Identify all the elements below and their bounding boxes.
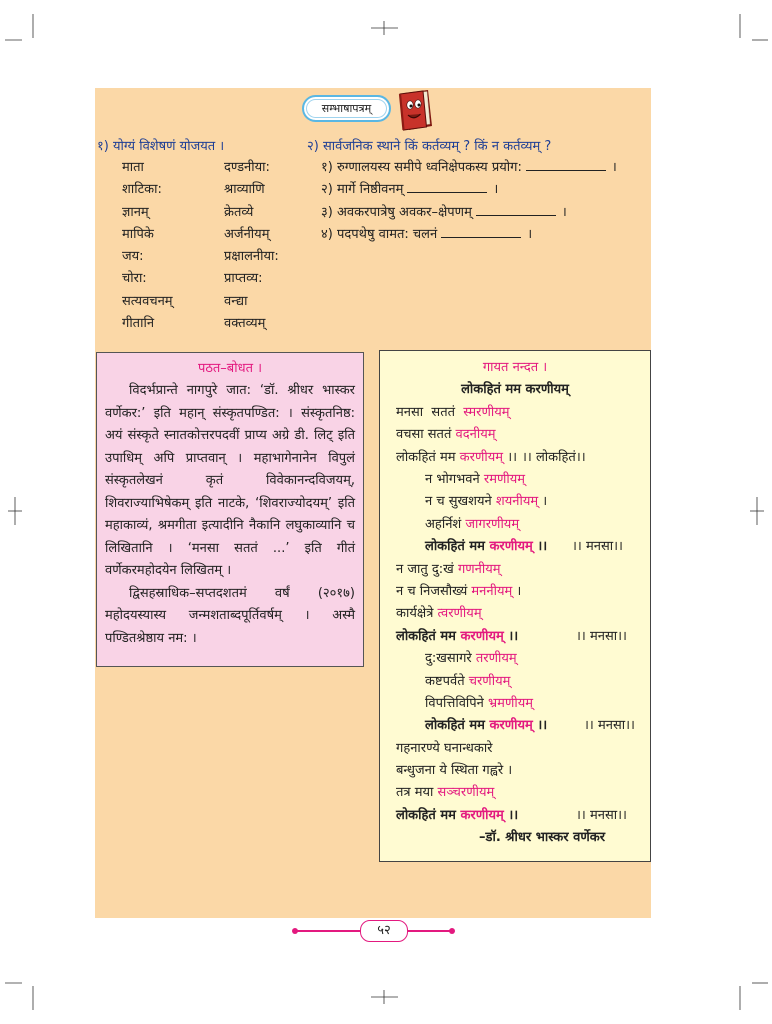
- crop-mark-bottom-center: [371, 990, 398, 1004]
- song-line-main: [396, 603, 482, 625]
- adjective: अर्जनीयम्: [224, 226, 270, 242]
- song-line-text: न च निजसौख्यं: [396, 583, 472, 599]
- exercise2-item: [321, 157, 651, 179]
- item-end: ।: [527, 226, 533, 242]
- song-line-text: लोकहितं मम: [396, 628, 461, 644]
- item-end: ।: [493, 182, 499, 198]
- song-line-text: वचसा सततं: [396, 427, 456, 443]
- song-line-end: ।।: [532, 539, 548, 555]
- song-line: [380, 514, 650, 536]
- song-line-end: ।।: [503, 807, 519, 823]
- page-number: ५२: [360, 920, 408, 942]
- item-end: ।: [611, 160, 617, 175]
- adjective: प्रक्षालनीया:: [224, 249, 279, 265]
- adjective: दण्डनीया:: [224, 160, 270, 175]
- song-line-text: विपत्तिविपिने: [425, 695, 489, 711]
- song-line-main: [396, 738, 493, 760]
- song-highlight-word: करणीयम्: [489, 718, 533, 734]
- item-number: ३): [321, 204, 333, 220]
- song-chorus: लोकहितं मम करणीयम्: [461, 382, 569, 398]
- section-label: सम्भाषापत्रम्: [302, 95, 391, 122]
- song-highlight-word: करणीयम्: [460, 628, 504, 644]
- crop-mark-top-right: [740, 14, 768, 40]
- song-refrain: ।। मनसा।।: [576, 628, 627, 644]
- song-line-text: अहर्निशं: [425, 516, 466, 532]
- song-line-main: [396, 424, 496, 446]
- song-line-main: [425, 514, 519, 536]
- match-row: [95, 313, 295, 335]
- song-highlight-word: सञ्चरणीयम्: [437, 785, 495, 801]
- song-box: [379, 350, 651, 862]
- song-line-main: [396, 447, 518, 469]
- song-highlight-word: करणीयम्: [459, 449, 504, 465]
- song-highlight-word: स्मरणीयम्: [463, 404, 510, 420]
- song-line-main: [396, 581, 521, 603]
- song-line-main: [425, 693, 533, 715]
- book-mascot-icon: [397, 88, 435, 132]
- song-line-text: लोकहितं मम: [425, 539, 490, 555]
- song-line-main: [425, 536, 568, 558]
- crop-mark-bottom-right: [740, 983, 768, 1010]
- song-highlight-word: वदनीयम्: [455, 427, 496, 443]
- song-line-main: [396, 626, 572, 648]
- reading-paragraph: विदर्भप्रान्ते नागपुरे जात: ‘डॉ. श्रीधर भास्कर वर्णेकर:’ इति महान् संस्कृतपण्डित: । संस्कृतनिष्ठ: अयं संस्कृते स्नातकोत्तरपदवीं प्राप्य अग्रे डी. लिट् इति उपाधिम् अपि प्राप्तवान् । महाभागेनानेन विपुलं संस्कृतलेखनं कृतं विवेकानन्दविजयम्, शिवराज्याभिषेकम् इति नाटके, ‘शिवराज्योदयम्’ इति महाकाव्यं, श्रमगीता इत्यादीनि नैकानि लघुकाव्यानि च लिखितानि । ‘मनसा सततं ...’ इति गीतं वर्णेकरमहोदयेन लिखितम् ।: [105, 383, 355, 578]
- song-line: [380, 760, 650, 782]
- adjective: प्राप्तव्य:: [224, 271, 263, 287]
- noun: शाटिका:: [122, 182, 162, 198]
- song-highlight-word: तरणीयम्: [475, 651, 517, 667]
- answer-blank: [476, 203, 556, 216]
- match-row: [95, 291, 295, 313]
- song-line-main: [396, 805, 572, 827]
- song-refrain-line: [380, 536, 650, 558]
- song-line: [380, 424, 650, 446]
- song-line: [380, 469, 650, 491]
- song-line: [380, 491, 650, 513]
- song-line-text: लोकहितं मम: [396, 807, 461, 823]
- match-row: [95, 246, 295, 268]
- adjective: वक्तव्यम्: [224, 316, 266, 332]
- song-refrain: ।। मनसा।।: [576, 807, 627, 823]
- page-number-rule-dot-left: [292, 928, 298, 934]
- adjective: क्रेतव्ये: [224, 204, 254, 220]
- match-row: [95, 157, 295, 179]
- song-line-end: ।।: [503, 449, 518, 465]
- song-line-text: लोकहितं मम: [396, 449, 460, 465]
- song-line-text: न भोगभवने: [425, 471, 484, 487]
- item-number: १): [321, 160, 333, 175]
- reading-title: पठत–बोधत ।: [197, 361, 263, 376]
- exercise2-item: [321, 224, 651, 246]
- noun: माता: [122, 160, 144, 175]
- answer-blank: [407, 180, 487, 193]
- noun: जय:: [122, 249, 144, 265]
- song-line-text: तत्र मया: [396, 785, 438, 801]
- item-number: ४): [321, 226, 333, 242]
- item-text: अवकरपात्रेषु अवकर–क्षेपणम्: [336, 204, 472, 220]
- song-line-text: कष्टपर्वते: [425, 673, 469, 689]
- song-refrain: ।। लोकहितं।।: [522, 449, 586, 465]
- song-line-end: ।: [538, 494, 548, 510]
- reading-box: [96, 352, 364, 667]
- song-line: [380, 738, 650, 760]
- crop-mark-right-middle: [750, 497, 764, 525]
- adjective: वन्द्या: [224, 293, 248, 309]
- song-line-main: [425, 715, 580, 737]
- song-highlight-word: भ्रमणीयम्: [488, 695, 534, 711]
- song-line-text: गहनारण्ये घनान्धकारे: [396, 740, 493, 756]
- exercise1-heading: १) योग्यं विशेषणं योजयत ।: [97, 139, 225, 154]
- song-line-main: [396, 559, 501, 581]
- item-text: रुग्णालयस्य समीपे ध्वनिक्षेपकस्य प्रयोग:: [336, 160, 522, 175]
- noun: चोरा:: [122, 271, 147, 287]
- crop-mark-bottom-left: [5, 983, 33, 1010]
- song-line: [380, 402, 650, 424]
- activity-panel: [95, 88, 651, 918]
- song-highlight-word: शयनीयम्: [495, 494, 539, 510]
- song-line-text: लोकहितं मम: [425, 718, 490, 734]
- song-line: [380, 603, 650, 625]
- match-row: [95, 224, 295, 246]
- song-refrain-line: [380, 805, 650, 827]
- song-highlight-word: करणीयम्: [460, 807, 504, 823]
- song-highlight-word: त्वरणीयम्: [437, 606, 482, 622]
- exercise2-item: [321, 179, 651, 201]
- song-line-end: ।।: [532, 718, 548, 734]
- song-line-main: [396, 760, 512, 782]
- song-line-main: [396, 782, 494, 804]
- exercise2-list: [321, 157, 651, 246]
- match-row: [95, 202, 295, 224]
- match-row: [95, 268, 295, 290]
- crop-mark-left-middle: [8, 497, 22, 525]
- song-line: [380, 693, 650, 715]
- song-line: [380, 559, 650, 581]
- answer-blank: [441, 225, 521, 238]
- song-highlight-word: करणीयम्: [489, 539, 533, 555]
- song-highlight-word: रमणीयम्: [483, 471, 526, 487]
- song-line: [380, 671, 650, 693]
- match-row: [95, 179, 295, 201]
- song-line: [380, 782, 650, 804]
- song-line-text: न च सुखशयने: [425, 494, 496, 510]
- crop-mark-top-left: [5, 14, 33, 40]
- song-refrain: ।। मनसा।।: [572, 539, 623, 555]
- song-line-main: [425, 671, 510, 693]
- song-refrain-line: [380, 626, 650, 648]
- song-line: [380, 581, 650, 603]
- song-highlight-word: चरणीयम्: [468, 673, 511, 689]
- item-number: २): [321, 182, 333, 198]
- item-text: पदपथेषु वामत: चलनं: [336, 226, 438, 242]
- song-line-end: ।।: [503, 628, 519, 644]
- song-line-end: ।: [512, 583, 522, 599]
- song-line-text: दु:खसागरे: [425, 651, 476, 667]
- song-line-text: न जातु दु:खं: [396, 561, 458, 577]
- page-number-rule-dot-right: [449, 928, 455, 934]
- item-text: मार्गे निष्ठीवनम्: [336, 182, 404, 198]
- song-line: [380, 648, 650, 670]
- adjective: श्राव्याणि: [224, 182, 265, 198]
- song-line-main: [396, 402, 510, 424]
- noun: सत्यवचनम्: [122, 293, 173, 309]
- song-line-text: मनसा सततं: [396, 404, 464, 420]
- song-line-text: कार्यक्षेत्रे: [396, 606, 438, 622]
- reading-paragraph: द्विसहस्राधिक–सप्तदशतमं वर्षं (२०१७) महोदयस्यास्य जन्मशताब्दपूर्तिवर्षम् । अस्मै पण्डितश्रेष्ठाय नम: ।: [105, 585, 355, 646]
- song-title: गायत नन्दत ।: [482, 360, 548, 375]
- noun: मापिके: [122, 226, 154, 242]
- exercise2-heading: २) सार्वजनिक स्थाने किं कर्तव्यम् ? किं न कर्तव्यम् ?: [307, 139, 552, 154]
- song-highlight-word: गणनीयम्: [457, 561, 501, 577]
- song-refrain-line: [380, 447, 650, 469]
- song-line-main: [425, 648, 517, 670]
- noun: ज्ञानम्: [122, 204, 149, 220]
- exercise2-item: [321, 202, 651, 224]
- song-line-main: [425, 469, 525, 491]
- song-line-text: बन्धुजना ये स्थिता गह्वरे ।: [396, 763, 513, 779]
- exercise1-match-list: [95, 157, 295, 335]
- song-line-main: [425, 491, 547, 513]
- song-author: –डॉ. श्रीधर भास्कर वर्णेकर: [479, 830, 606, 846]
- item-end: ।: [561, 204, 567, 220]
- song-highlight-word: जागरणीयम्: [465, 516, 520, 532]
- crop-mark-top-center: [371, 21, 398, 35]
- song-refrain: ।। मनसा।।: [584, 718, 635, 734]
- song-refrain-line: [380, 715, 650, 737]
- answer-blank: [526, 158, 606, 171]
- noun: गीतानि: [122, 316, 155, 332]
- song-highlight-word: मननीयम्: [471, 583, 513, 599]
